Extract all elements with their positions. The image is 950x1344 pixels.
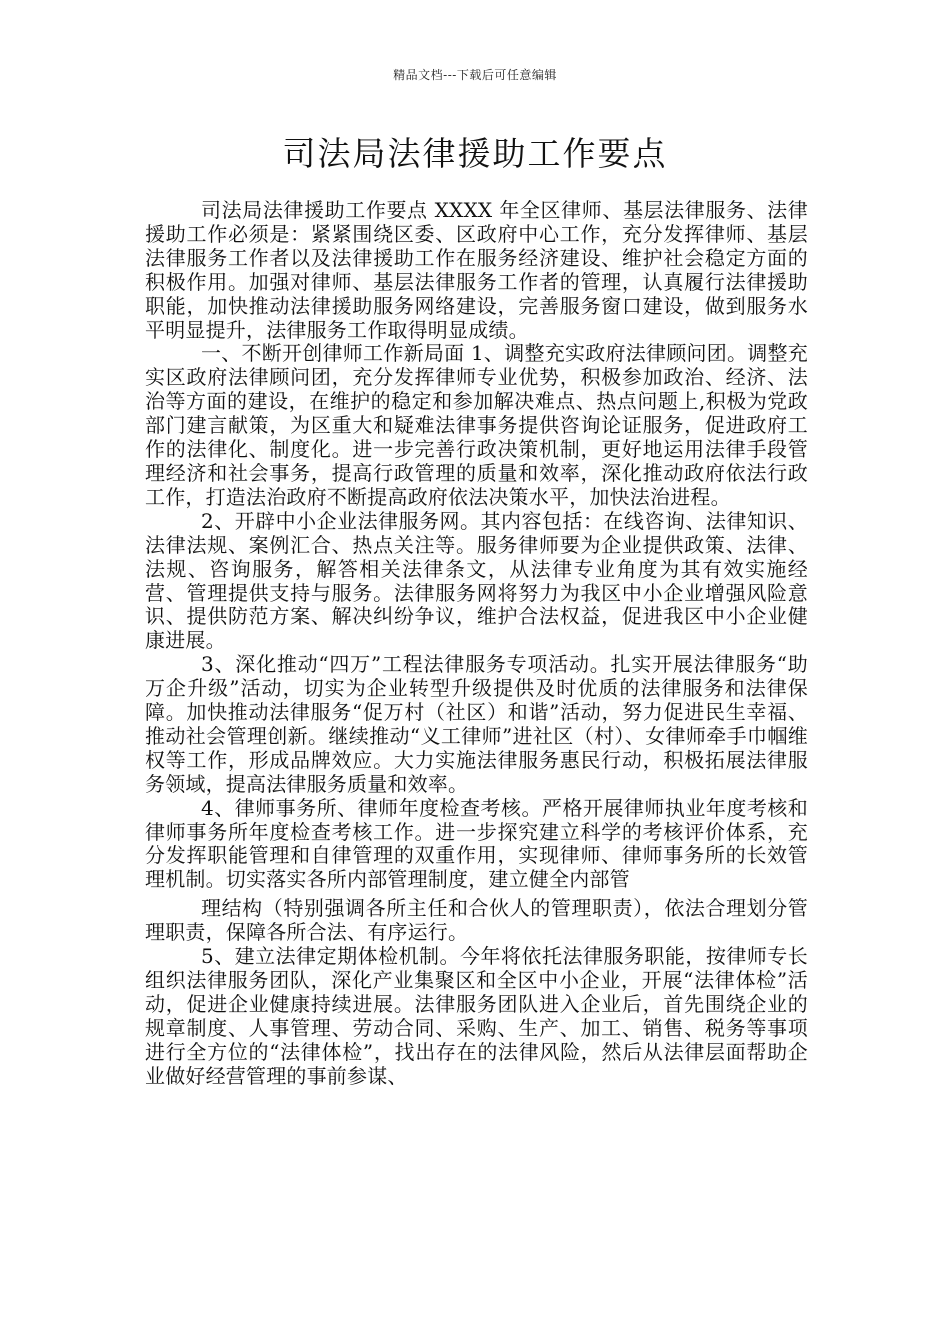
paragraph: 理结构（特别强调各所主任和合伙人的管理职责），依法合理划分管理职责，保障各所合法、有序运行。	[145, 896, 808, 945]
page-title: 司法局法律援助工作要点	[282, 134, 668, 173]
paragraph: 2、开辟中小企业法律服务网。其内容包括：在线咨询、法律知识、法律法规、案例汇合、热点关注等。服务律师要为企业提供政策、法律、法规、咨询服务，解答相关法律条文，从法律专业角度为其有效实施经营、管理提供支持与服务。法律服务网将努力为我区中小企业增强风险意识、提供防范方案、解决纠纷争议，维护合法权益，促进我区中小企业健康进展。	[145, 508, 808, 653]
paragraph: 一、不断开创律师工作新局面 1、调整充实政府法律顾问团。调整充实区政府法律顾问团，充分发挥律师专业优势，积极参加政治、经济、法治等方面的建设，在维护的稳定和参加解决难点、热点问题上,积极为党政部门建言献策，为区重大和疑难法律事务提供咨询论证服务，促进政府工作的法律化、制度化。进一步完善行政决策机制，更好地运用法律手段管理经济和社会事务，提高行政管理的质量和效率，深化推动政府依法行政工作，打造法治政府不断提高政府依法决策水平，加快法治进程。	[145, 341, 808, 509]
paragraph: 司法局法律援助工作要点 XXXX 年全区律师、基层法律服务、法律援助工作必须是：紧紧围绕区委、区政府中心工作，充分发挥律师、基层法律服务工作者以及法律援助工作在服务经济建设、维护社会稳定方面的积极作用。加强对律师、基层法律服务工作者的管理，认真履行法律援助职能，加快推动法律援助服务网络建设，完善服务窗口建设，做到服务水平明显提升，法律服务工作取得明显成绩。	[145, 198, 808, 342]
paragraph: 5、建立法律定期体检机制。今年将依托法律服务职能，按律师专长组织法律服务团队，深化产业集聚区和全区中小企业，开展“法律体检”活动，促进企业健康持续进展。法律服务团队进入企业后，首先围绕企业的规章制度、人事管理、劳动合同、采购、生产、加工、销售、税务等事项进行全方位的“法律体检”，找出存在的法律风险，然后从法律层面帮助企业做好经营管理的事前参谋、	[145, 944, 808, 1088]
document-body	[145, 199, 808, 1089]
header-note: 精品文档---下载后可任意编辑	[393, 68, 557, 82]
paragraph: 4、律师事务所、律师年度检查考核。严格开展律师执业年度考核和律师事务所年度检查考核工作。进一步探究建立科学的考核评价体系，充分发挥职能管理和自律管理的双重作用，实现律师、律师事务所的长效管理机制。切实落实各所内部管理制度，建立健全内部管	[145, 795, 808, 892]
paragraph: 3、深化推动“四万”工程法律服务专项活动。扎实开展法律服务“助万企升级”活动，切实为企业转型升级提供及时优质的法律服务和法律保障。加快推动法律服务“促万村（社区）和谐”活动，努力促进民生幸福、推动社会管理创新。继续推动“义工律师”进社区（村）、女律师牵手巾帼维权等工作，形成品牌效应。大力实施法律服务惠民行动，积极拓展法律服务领域，提高法律服务质量和效率。	[145, 652, 808, 796]
